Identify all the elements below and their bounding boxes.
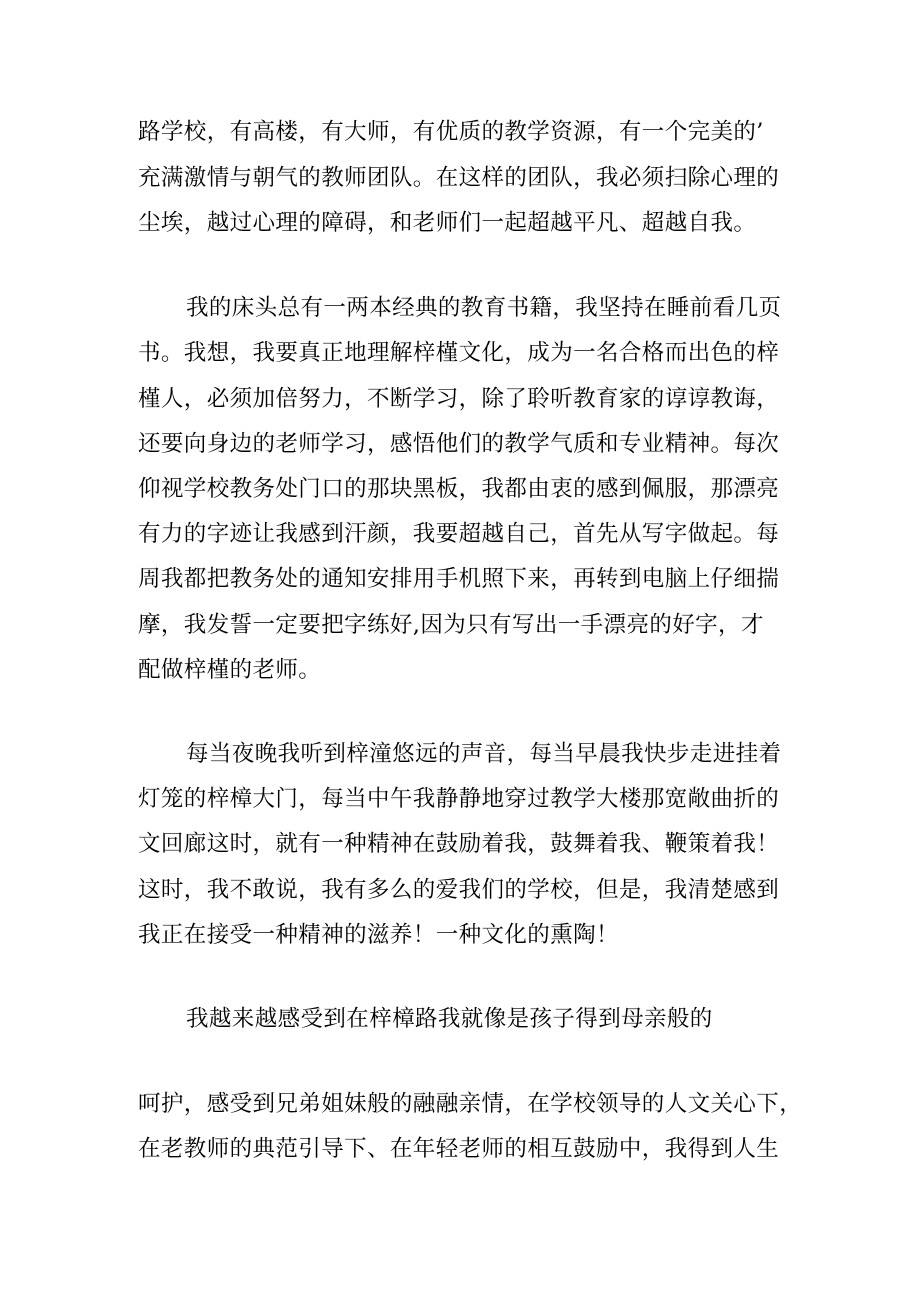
text-line: 槿人，必须加倍努力，不断学习，除了聆听教育家的谆谆教诲， <box>138 386 780 412</box>
text-line: 这时，我不敢说，我有多么的爱我们的学校，但是，我清楚感到 <box>138 877 780 903</box>
text-line: 尘埃，越过心理的障碍，和老师们一起超越平凡、超越自我。 <box>138 210 757 236</box>
text-line: 周我都把教务处的通知安排用手机照下来，再转到电脑上仔细揣 <box>138 566 780 592</box>
text-line: 呵护，感受到兄弟姐妹般的融融亲情，在学校领导的人文关心下， <box>138 1091 803 1117</box>
text-line: 我越来越感受到在梓樟路我就像是孩子得到母亲般的 <box>186 1006 713 1032</box>
text-line: 还要向身边的老师学习，感悟他们的教学气质和专业精神。每次 <box>138 431 780 457</box>
text-line: 文回廊这时，就有一种精神在鼓励着我，鼓舞着我、鞭策着我！ <box>138 831 780 857</box>
text-line: 我的床头总有一两本经典的教育书籍，我坚持在睡前看几页 <box>186 295 782 321</box>
text-line: 充满激情与朝气的教师团队。在这样的团队，我必须扫除心理的 <box>138 165 780 191</box>
text-line: 仰视学校教务处门口的那块黑板，我都由衷的感到佩服，那漂亮 <box>138 476 780 502</box>
text-line: 路学校，有高楼，有大师，有优质的教学资源，有一个完美的’ <box>138 119 764 145</box>
text-line: 在老教师的典范引导下、在年轻老师的相互鼓励中，我得到人生 <box>138 1136 780 1162</box>
text-line: 我正在接受一种精神的滋养！一种文化的熏陶！ <box>138 922 619 948</box>
text-line: 书。我想，我要真正地理解梓槿文化，成为一名合格而出色的梓 <box>138 340 780 366</box>
text-line: 有力的字迹让我感到汗颜，我要超越自己，首先从写字做起。每 <box>138 521 780 547</box>
text-line: 每当夜晚我听到梓潼悠远的声音，每当早晨我快步走进挂着 <box>186 741 782 767</box>
text-line: 灯笼的梓樟大门，每当中午我静静地穿过教学大楼那宽敞曲折的 <box>138 786 780 812</box>
text-line: 配做梓槿的老师。 <box>138 657 322 683</box>
text-line: 摩，我发誓一定要把字练好,因为只有写出一手漂亮的好字，才 <box>138 612 764 638</box>
